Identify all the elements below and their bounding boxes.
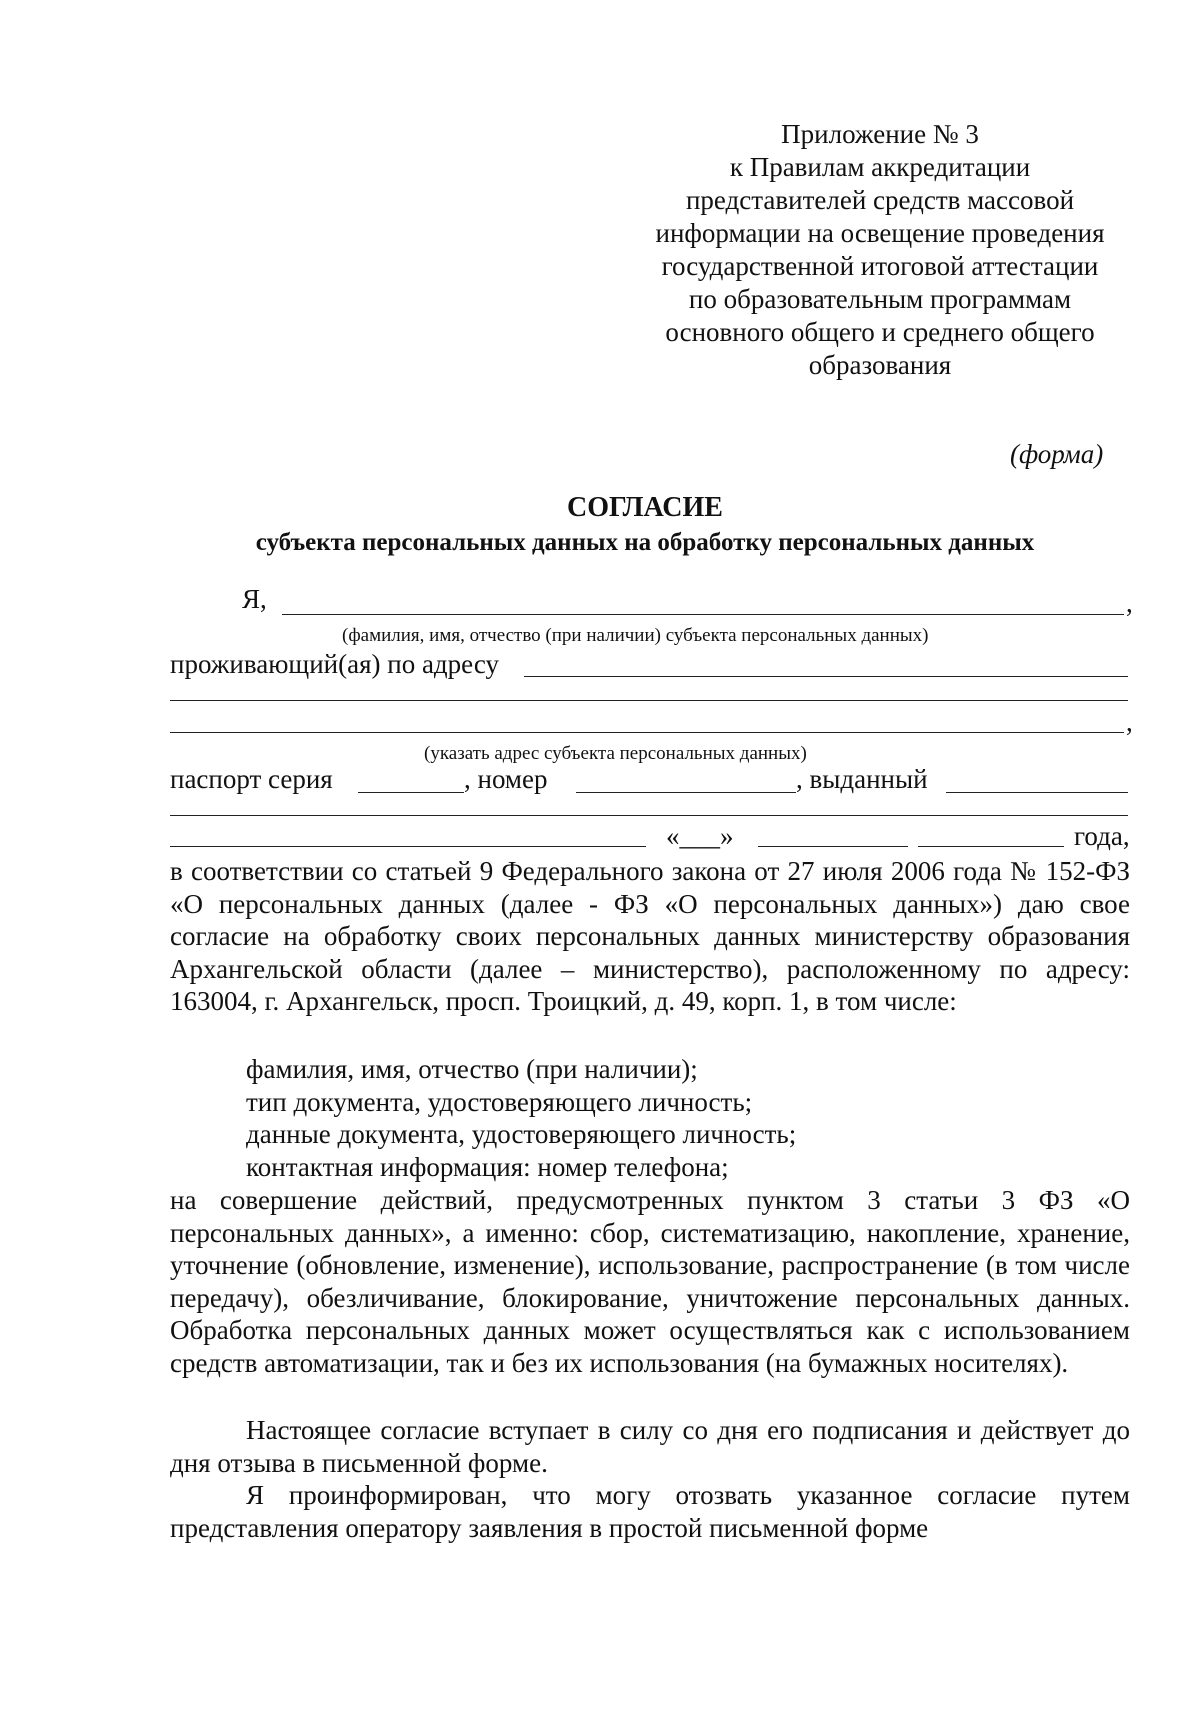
annex-line: информации на освещение проведения [655, 218, 1105, 248]
fio-line-end: , [1126, 588, 1133, 618]
address-field-line-2[interactable] [170, 700, 1128, 701]
consent-paragraph-3: Настоящее согласие вступает в силу со дня его подписания и действует до дня отзыва в письменной форме. [170, 1415, 1130, 1478]
list-item: данные документа, удостоверяющего личность; [246, 1119, 797, 1149]
issuer-field[interactable] [170, 846, 646, 847]
passport-issued-field[interactable] [946, 792, 1128, 793]
annex-line: Приложение № 3 [781, 119, 979, 149]
passport-series-field[interactable] [358, 792, 464, 793]
issue-month-field[interactable] [758, 846, 908, 847]
address-field-line-1[interactable] [524, 676, 1128, 677]
list-item: контактная информация: номер телефона; [246, 1152, 729, 1182]
passport-number-field[interactable] [576, 792, 796, 793]
annex-line: к Правилам аккредитации [729, 152, 1031, 182]
passport-number-label: , номер [464, 764, 548, 794]
address-hint: (указать адрес субъекта персональных данных) [424, 743, 807, 764]
passport-series-label: паспорт серия [170, 764, 333, 794]
fio-hint: (фамилия, имя, отчество (при наличии) субъекта персональных данных) [342, 625, 929, 646]
address-field-line-3[interactable] [170, 732, 1124, 733]
year-label: года, [1074, 821, 1130, 851]
list-item: тип документа, удостоверяющего личность; [246, 1087, 753, 1117]
issue-day-field[interactable]: «___» [666, 821, 734, 851]
passport-issued-label: , выданный [796, 764, 928, 794]
annex-line: основного общего и среднего общего [665, 317, 1095, 347]
i-label: Я, [242, 584, 267, 614]
fio-field[interactable] [282, 614, 1124, 615]
annex-line: представителей средств массовой [685, 185, 1075, 215]
consent-paragraph-1: в соответствии со статьей 9 Федерального закона от 27 июля 2006 года № 152-ФЗ «О персональных данных (далее - ФЗ «О персональных данных») даю свое согласие на обработку своих персональных данных министерству образования Архангельской области (далее – министерство), расположенному по адресу: 163004, г. Архангельск, просп. Троицкий, д. 49, корп. 1, в том числе: [170, 856, 1130, 1017]
consent-paragraph-2: на совершение действий, предусмотренных пунктом 3 статьи 3 ФЗ «О персональных данных», а именно: сбор, систематизацию, накопление, хранение, уточнение (обновление, изменение), использование, распространение (в том числе передачу), обезличивание, блокирование, уничтожение персональных данных. Обработка персональных данных может осуществляться как с использованием средств автоматизации, так и без их использования (на бумажных носителях). [170, 1185, 1130, 1378]
address-line-end: , [1126, 707, 1133, 737]
list-item: фамилия, имя, отчество (при наличии); [246, 1054, 698, 1084]
annex-header [610, 118, 1150, 382]
annex-line: по образовательным программам [688, 284, 1072, 314]
address-label: проживающий(ая) по адресу [170, 649, 499, 679]
passport-issued-field-line-2[interactable] [170, 815, 1128, 816]
document-subtitle: субъекта персональных данных на обработку персональных данных [255, 529, 1035, 556]
consent-paragraph-4: Я проинформирован, что могу отозвать указанное согласие путем представления оператору заявления в простой письменной форме [170, 1480, 1130, 1543]
document-title: СОГЛАСИЕ [567, 492, 723, 523]
issue-year-field[interactable] [918, 846, 1064, 847]
annex-line: государственной итоговой аттестации [661, 251, 1099, 281]
form-mark: (форма) [1010, 439, 1104, 469]
annex-line: образования [808, 350, 952, 380]
